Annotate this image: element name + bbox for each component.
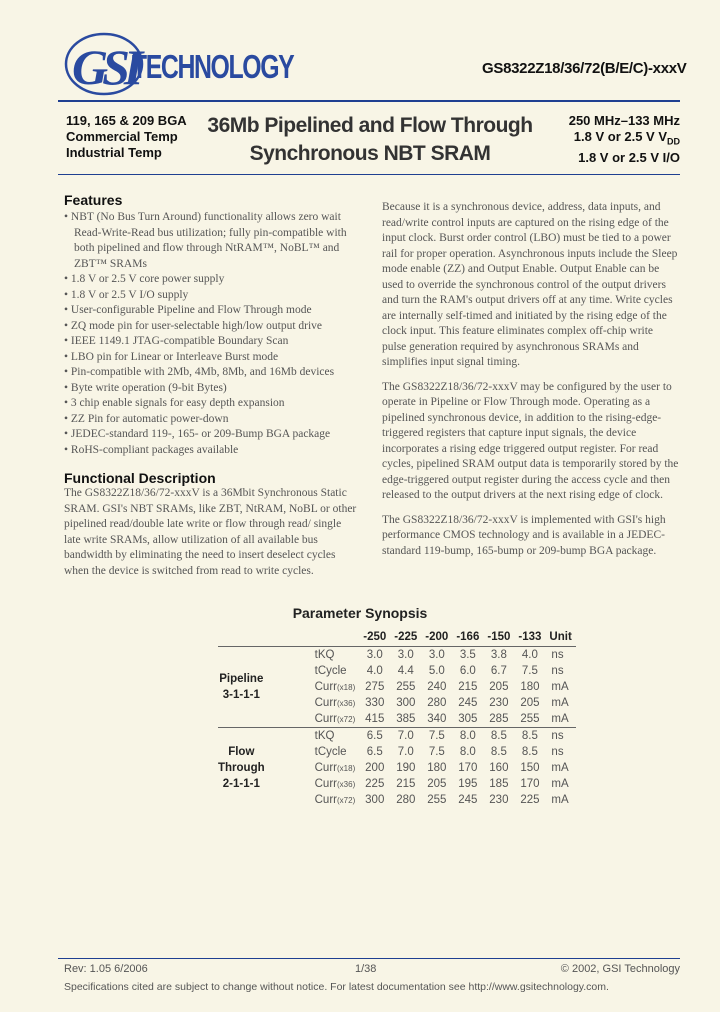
value-cell: 215 — [458, 681, 478, 693]
parameter-name: tCycle — [314, 665, 347, 677]
unit-cell: ns — [545, 728, 575, 745]
feature-item: • IEEE 1149.1 JTAG-compatible Boundary Scan — [64, 334, 359, 350]
feature-item: • JEDEC-standard 119-, 165- or 209-Bump BGA package — [64, 427, 359, 443]
value-cell: 195 — [458, 778, 478, 790]
value-cell: 180 — [427, 762, 447, 774]
parameter-label — [265, 728, 360, 745]
column-header: Unit — [549, 631, 572, 643]
value-cell: 255 — [396, 681, 416, 693]
value-cell: 6.5 — [359, 728, 390, 745]
value-cell: 415 — [365, 713, 385, 725]
functional-description-text: The GS8322Z18/36/72-xxxV is a 36Mbit Synchronous Static SRAM. GSI's NBT SRAMs, like ZBT, NtRAM, NoBL or other pipelined read/double late write or flow through read/ single late write SRAMs, allow utilization of all available bus bandwidth by eliminating the need to insert deselect cycles when the device is switched from read to write cycles. — [64, 487, 357, 577]
value-cell: 170 — [458, 762, 478, 774]
value-cell: 205 — [427, 778, 447, 790]
value-cell: 285 — [489, 713, 509, 725]
unit-cell: mA — [551, 681, 569, 693]
table-row — [218, 760, 576, 776]
core-voltage-text: 1.8 V or 2.5 V V — [573, 129, 667, 144]
group-label-line: Flow — [228, 746, 255, 758]
feature-item: • 1.8 V or 2.5 V core power supply — [64, 272, 359, 288]
column-header: -150 — [487, 631, 511, 643]
table-row — [218, 728, 576, 745]
specifications-note: Specifications cited are subject to change without notice. For latest documentation see http://www.gsitechnology.com. — [64, 981, 609, 993]
value-cell: 7.0 — [390, 728, 421, 745]
parameter-label — [265, 792, 360, 808]
table-body — [218, 647, 576, 809]
description-column — [382, 200, 680, 568]
group-label-line: Through — [218, 762, 265, 774]
footer-rule — [58, 958, 680, 959]
parameter-name: Curr — [314, 713, 337, 725]
value-cell: 3.5 — [452, 647, 483, 664]
feature-item: • ZZ Pin for automatic power-down — [64, 412, 359, 428]
value-cell: 185 — [489, 778, 509, 790]
table-row — [218, 776, 576, 792]
parameter-label — [265, 647, 360, 664]
pipeline-group-label — [218, 647, 265, 728]
parameter-width: (x72) — [337, 715, 356, 724]
io-voltage: 1.8 V or 2.5 V I/O — [578, 149, 680, 165]
column-header: -133 — [518, 631, 542, 643]
title-rule — [58, 174, 680, 175]
table-row — [218, 679, 576, 695]
value-cell: 280 — [396, 794, 416, 806]
package-spec: 119, 165 & 209 BGA — [66, 113, 187, 128]
feature-item: • 3 chip enable signals for easy depth expansion — [64, 396, 359, 412]
feature-item: • User-configurable Pipeline and Flow Through mode — [64, 303, 359, 319]
column-header: -250 — [363, 631, 387, 643]
feature-item: • NBT (No Bus Turn Around) functionality allows zero wait Read-Write-Read bus utilization; fully pin-compatible with both pipelined and flow through NtRAM™, NoBL™ and ZBT™ SRAMs — [64, 210, 359, 272]
table-header-row — [218, 628, 576, 647]
parameter-name: tCycle — [314, 746, 347, 758]
table-row — [218, 744, 576, 760]
table-row — [218, 792, 576, 808]
value-cell: 5.0 — [428, 665, 445, 677]
svg-text:TECHNOLOGY: TECHNOLOGY — [131, 48, 294, 86]
functional-description-title: Functional Description — [64, 470, 216, 486]
value-cell: 150 — [520, 762, 540, 774]
value-cell: 205 — [520, 697, 540, 709]
parameter-name: Curr — [314, 794, 337, 806]
value-cell: 255 — [520, 713, 540, 725]
feature-item: • Pin-compatible with 2Mb, 4Mb, 8Mb, and 16Mb devices — [64, 365, 359, 381]
unit-cell: mA — [551, 778, 569, 790]
value-cell: 225 — [365, 778, 385, 790]
unit-cell: ns — [545, 647, 575, 664]
column-header: -166 — [456, 631, 480, 643]
unit-cell: mA — [551, 713, 569, 725]
value-cell: 280 — [427, 697, 447, 709]
header-rule — [58, 100, 680, 102]
value-cell: 170 — [520, 778, 540, 790]
value-cell: 255 — [427, 794, 447, 806]
table-row — [218, 663, 576, 679]
unit-cell: mA — [551, 762, 569, 774]
feature-item: • Byte write operation (9-bit Bytes) — [64, 381, 359, 397]
parameter-label — [265, 663, 360, 679]
value-cell: 300 — [396, 697, 416, 709]
table-row — [218, 711, 576, 728]
parameter-name: tKQ — [314, 649, 335, 661]
parameter-label — [265, 744, 360, 760]
parameter-label — [265, 695, 360, 711]
header-blank — [218, 628, 359, 647]
unit-cell: ns — [551, 665, 564, 677]
value-cell: 7.5 — [521, 665, 538, 677]
page-number: 1/38 — [355, 963, 377, 975]
column-header: -200 — [425, 631, 449, 643]
title-line-1: 36Mb Pipelined and Flow Through — [207, 114, 533, 137]
description-paragraph-2: The GS8322Z18/36/72-xxxV may be configured by the user to operate in Pipeline or Flow Through mode. Operating as a pipelined synchronous device, in addition to the rising-edge-triggered registers that capture input signals, the device incorporates a rising edge triggered output register. For read cycles, pipelined SRAM output data is temporarily stored by the edge-triggered output register during the access cycle and then released to the output drivers at the next rising edge of clock. — [382, 380, 679, 501]
value-cell: 6.0 — [459, 665, 476, 677]
parameter-name: Curr — [314, 778, 337, 790]
value-cell: 245 — [458, 697, 478, 709]
parameter-label — [265, 760, 360, 776]
parameter-label — [265, 711, 360, 728]
value-cell: 225 — [520, 794, 540, 806]
unit-cell: ns — [551, 746, 564, 758]
value-cell: 8.5 — [483, 728, 514, 745]
functional-description-section — [64, 470, 359, 579]
value-cell: 200 — [365, 762, 385, 774]
feature-item: • ZQ mode pin for user-selectable high/low output drive — [64, 319, 359, 335]
value-cell: 3.8 — [483, 647, 514, 664]
title-line-2: Synchronous NBT SRAM — [249, 142, 491, 165]
description-paragraph-1: Because it is a synchronous device, address, data inputs, and read/write control inputs are captured on the rising edge of the input clock. Burst order control (LBO) must be tied to a power rail for proper operation. Asynchronous inputs include the Sleep mode enable (ZZ) and Output Enable. Output Enable can be used to override the synchronous control of the output drivers and turn the RAM's output drivers off at any time. Write cycles are internally self-timed and initiated by the rising edge of the clock input. This feature eliminates complex off-chip write pulse generation required by asynchronous SRAMs and simplifies input signal timing. — [382, 201, 678, 368]
value-cell: 205 — [489, 681, 509, 693]
features-list — [64, 210, 359, 458]
value-cell: 4.0 — [366, 665, 383, 677]
gsi-technology-logo — [62, 28, 294, 98]
value-cell: 3.0 — [359, 647, 390, 664]
value-cell: 275 — [365, 681, 385, 693]
features-title: Features — [64, 192, 123, 208]
industrial-temp: Industrial Temp — [66, 145, 162, 160]
feature-item: • 1.8 V or 2.5 V I/O supply — [64, 288, 359, 304]
value-cell: 7.5 — [421, 728, 452, 745]
parameter-synopsis-title: Parameter Synopsis — [292, 605, 428, 621]
value-cell: 340 — [427, 713, 447, 725]
value-cell: 6.7 — [490, 665, 507, 677]
column-header: -225 — [394, 631, 418, 643]
unit-cell: mA — [551, 794, 569, 806]
parameter-width: (x36) — [337, 699, 356, 708]
value-cell: 230 — [489, 697, 509, 709]
group-label-line: 3-1-1-1 — [222, 689, 260, 701]
value-cell: 160 — [489, 762, 509, 774]
value-cell: 240 — [427, 681, 447, 693]
value-cell: 3.0 — [390, 647, 421, 664]
parameter-width: (x36) — [337, 780, 356, 789]
value-cell: 385 — [396, 713, 416, 725]
group-label-line: Pipeline — [219, 673, 264, 685]
value-cell: 6.5 — [366, 746, 383, 758]
features-section — [64, 192, 359, 458]
copyright: © 2002, GSI Technology — [560, 963, 680, 975]
value-cell: 230 — [489, 794, 509, 806]
flow-group-label — [218, 728, 265, 809]
document-title — [200, 112, 540, 168]
value-cell: 8.5 — [490, 746, 507, 758]
part-number: GS8322Z18/36/72(B/E/C)-xxxV — [482, 60, 687, 77]
value-cell: 215 — [396, 778, 416, 790]
value-cell: 3.0 — [421, 647, 452, 664]
parameter-name: Curr — [314, 697, 337, 709]
value-cell: 8.0 — [452, 728, 483, 745]
unit-cell: mA — [551, 697, 569, 709]
value-cell: 300 — [365, 794, 385, 806]
feature-item: • RoHS-compliant packages available — [64, 443, 359, 459]
parameter-name: Curr — [314, 681, 337, 693]
commercial-temp: Commercial Temp — [66, 129, 178, 144]
frequency-voltage-spec — [569, 113, 680, 166]
parameter-width: (x72) — [337, 796, 356, 805]
value-cell: 7.0 — [397, 746, 414, 758]
value-cell: 4.0 — [514, 647, 545, 664]
group-label-line: 2-1-1-1 — [222, 778, 260, 790]
value-cell: 180 — [520, 681, 540, 693]
value-cell: 8.0 — [459, 746, 476, 758]
package-temp-spec — [66, 113, 187, 161]
parameter-width: (x18) — [337, 764, 356, 773]
parameter-name: Curr — [314, 762, 337, 774]
feature-item: • LBO pin for Linear or Interleave Burst mode — [64, 350, 359, 366]
vdd-subscript: DD — [667, 136, 680, 147]
core-voltage — [569, 129, 680, 150]
parameter-label — [265, 776, 360, 792]
value-cell: 8.5 — [514, 728, 545, 745]
parameter-name: tKQ — [314, 730, 335, 742]
description-paragraph-3: The GS8322Z18/36/72-xxxV is implemented with GSI's high performance CMOS technology and is available in a JEDEC-standard 119-bump, 165-bump or 209-bump BGA package. — [382, 513, 666, 557]
parameter-width: (x18) — [337, 683, 356, 692]
table-row — [218, 695, 576, 711]
value-cell: 245 — [458, 794, 478, 806]
value-cell: 190 — [396, 762, 416, 774]
parameter-synopsis-table — [218, 628, 576, 808]
value-cell: 8.5 — [521, 746, 538, 758]
value-cell: 305 — [458, 713, 478, 725]
value-cell: 330 — [365, 697, 385, 709]
revision: Rev: 1.05 6/2006 — [64, 963, 148, 975]
parameter-label — [265, 679, 360, 695]
value-cell: 7.5 — [428, 746, 445, 758]
value-cell: 4.4 — [397, 665, 414, 677]
table-row — [218, 647, 576, 664]
frequency-range: 250 MHz–133 MHz — [568, 113, 680, 128]
svg-text:GSI: GSI — [72, 39, 138, 95]
